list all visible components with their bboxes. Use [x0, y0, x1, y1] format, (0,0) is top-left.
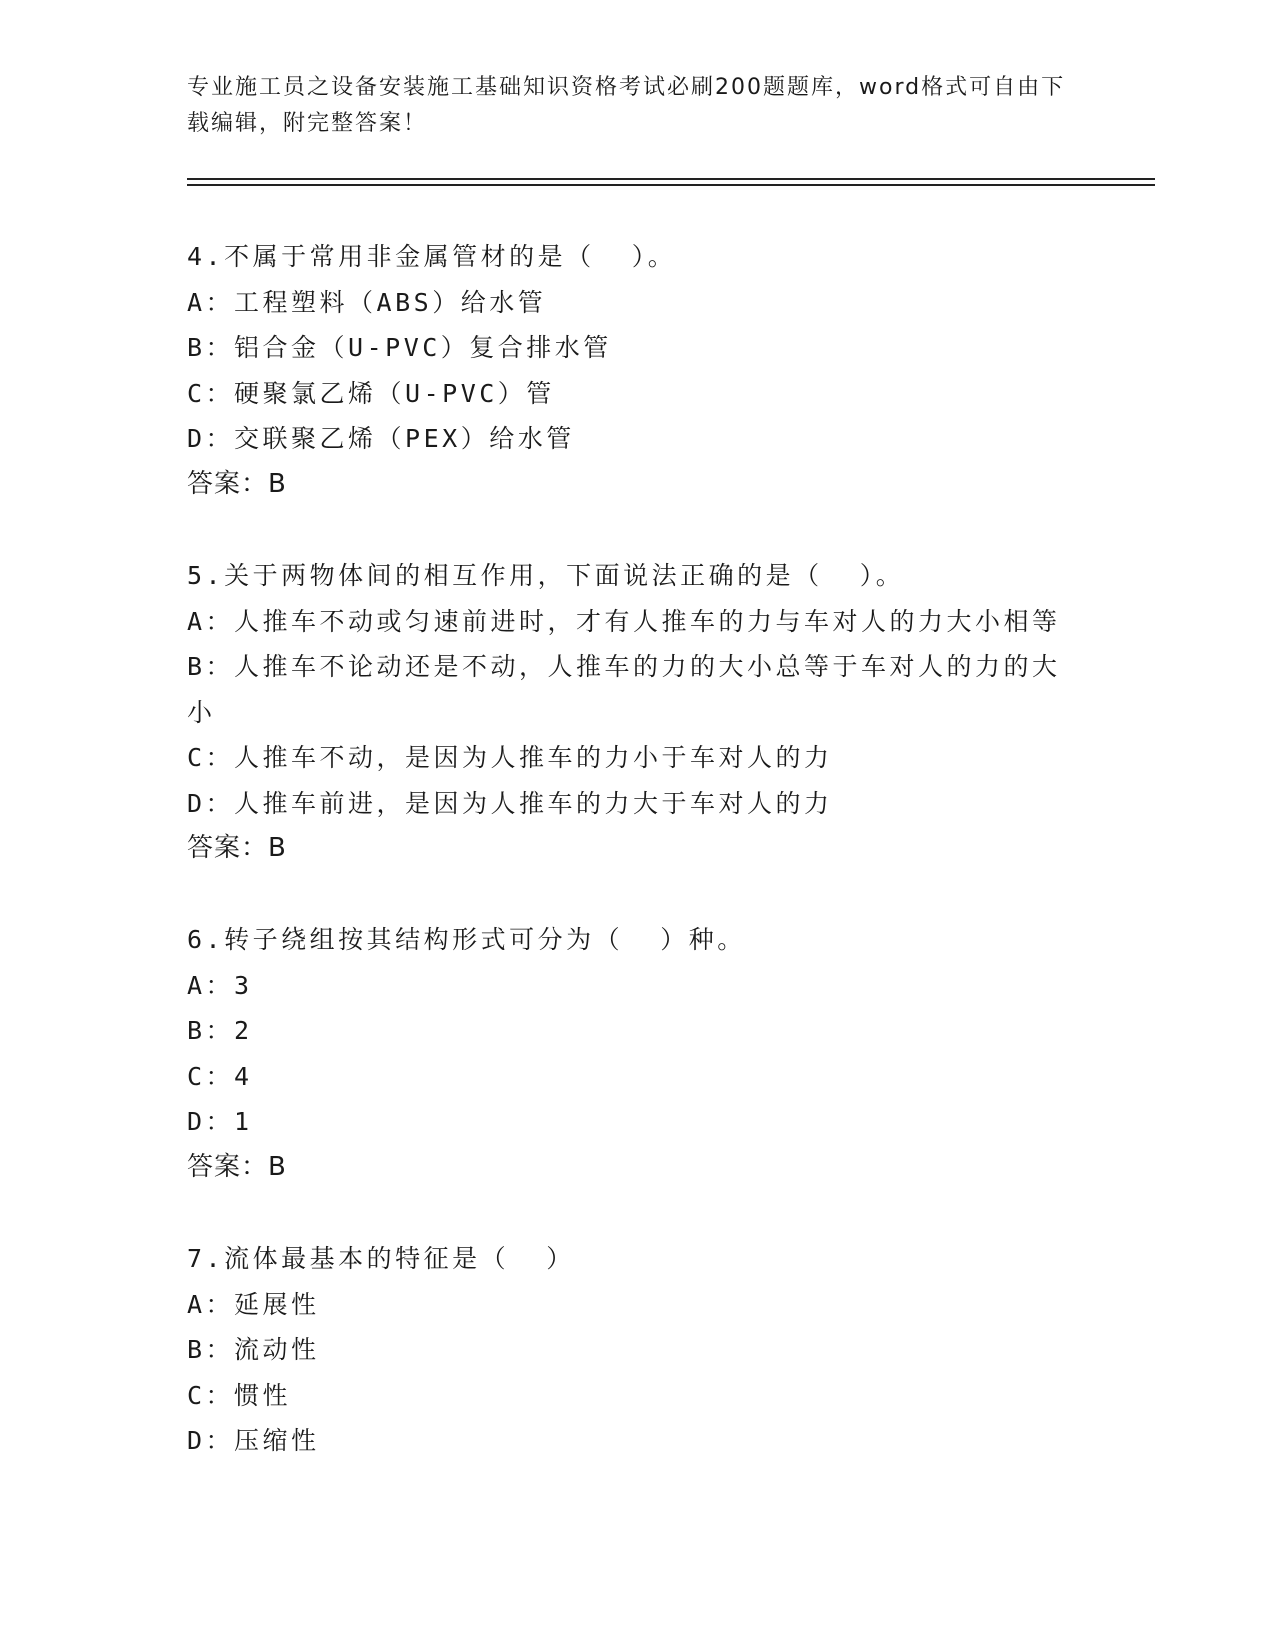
question-stem: 6.转子绕组按其结构形式可分为（ ）种。 [187, 925, 746, 954]
header-divider-bottom [187, 184, 1155, 186]
document-header: 专业施工员之设备安装施工基础知识资格考试必刷200题题库，word格式可自由下载编辑，附完整答案！ [187, 75, 1066, 136]
option-c: C：惯性 [187, 1380, 292, 1410]
option-d: D：交联聚乙烯（PEX）给水管 [187, 424, 575, 453]
option-b: B：人推车不论动还是不动，人推车的力的大小总等于车对人的力的大小 [187, 652, 1061, 727]
option-d: D：压缩性 [187, 1426, 320, 1455]
option-c: C：人推车不动，是因为人推车的力小于车对人的力 [187, 743, 833, 772]
question-4 [187, 234, 1087, 507]
option-a: A：工程塑料（ABS）给水管 [187, 287, 547, 317]
question-7 [187, 1236, 1087, 1464]
answer: 答案：B [187, 468, 287, 499]
option-a: A：人推车不动或匀速前进时，才有人推车的力与车对人的力大小相等 [187, 606, 1061, 636]
option-b: B：流动性 [187, 1335, 320, 1364]
question-stem: 7.流体最基本的特征是（ ） [187, 1244, 575, 1273]
answer: 答案：B [187, 833, 287, 863]
question-6 [187, 917, 1087, 1190]
option-a: A：3 [187, 970, 253, 1000]
option-c: C：硬聚氯乙烯（U-PVC）管 [187, 378, 555, 408]
option-a: A：延展性 [187, 1289, 320, 1319]
question-5 [187, 553, 1087, 872]
option-d: D：人推车前进，是因为人推车的力大于车对人的力 [187, 788, 833, 818]
answer: 答案：B [187, 1151, 287, 1182]
question-stem: 4.不属于常用非金属管材的是（ ）。 [187, 242, 677, 271]
option-d: D：1 [187, 1107, 253, 1136]
question-stem: 5.关于两物体间的相互作用，下面说法正确的是（ ）。 [187, 561, 905, 590]
option-c: C：4 [187, 1061, 253, 1091]
header-divider-top [187, 178, 1155, 180]
option-b: B：铝合金（U-PVC）复合排水管 [187, 333, 612, 362]
option-b: B：2 [187, 1016, 253, 1045]
